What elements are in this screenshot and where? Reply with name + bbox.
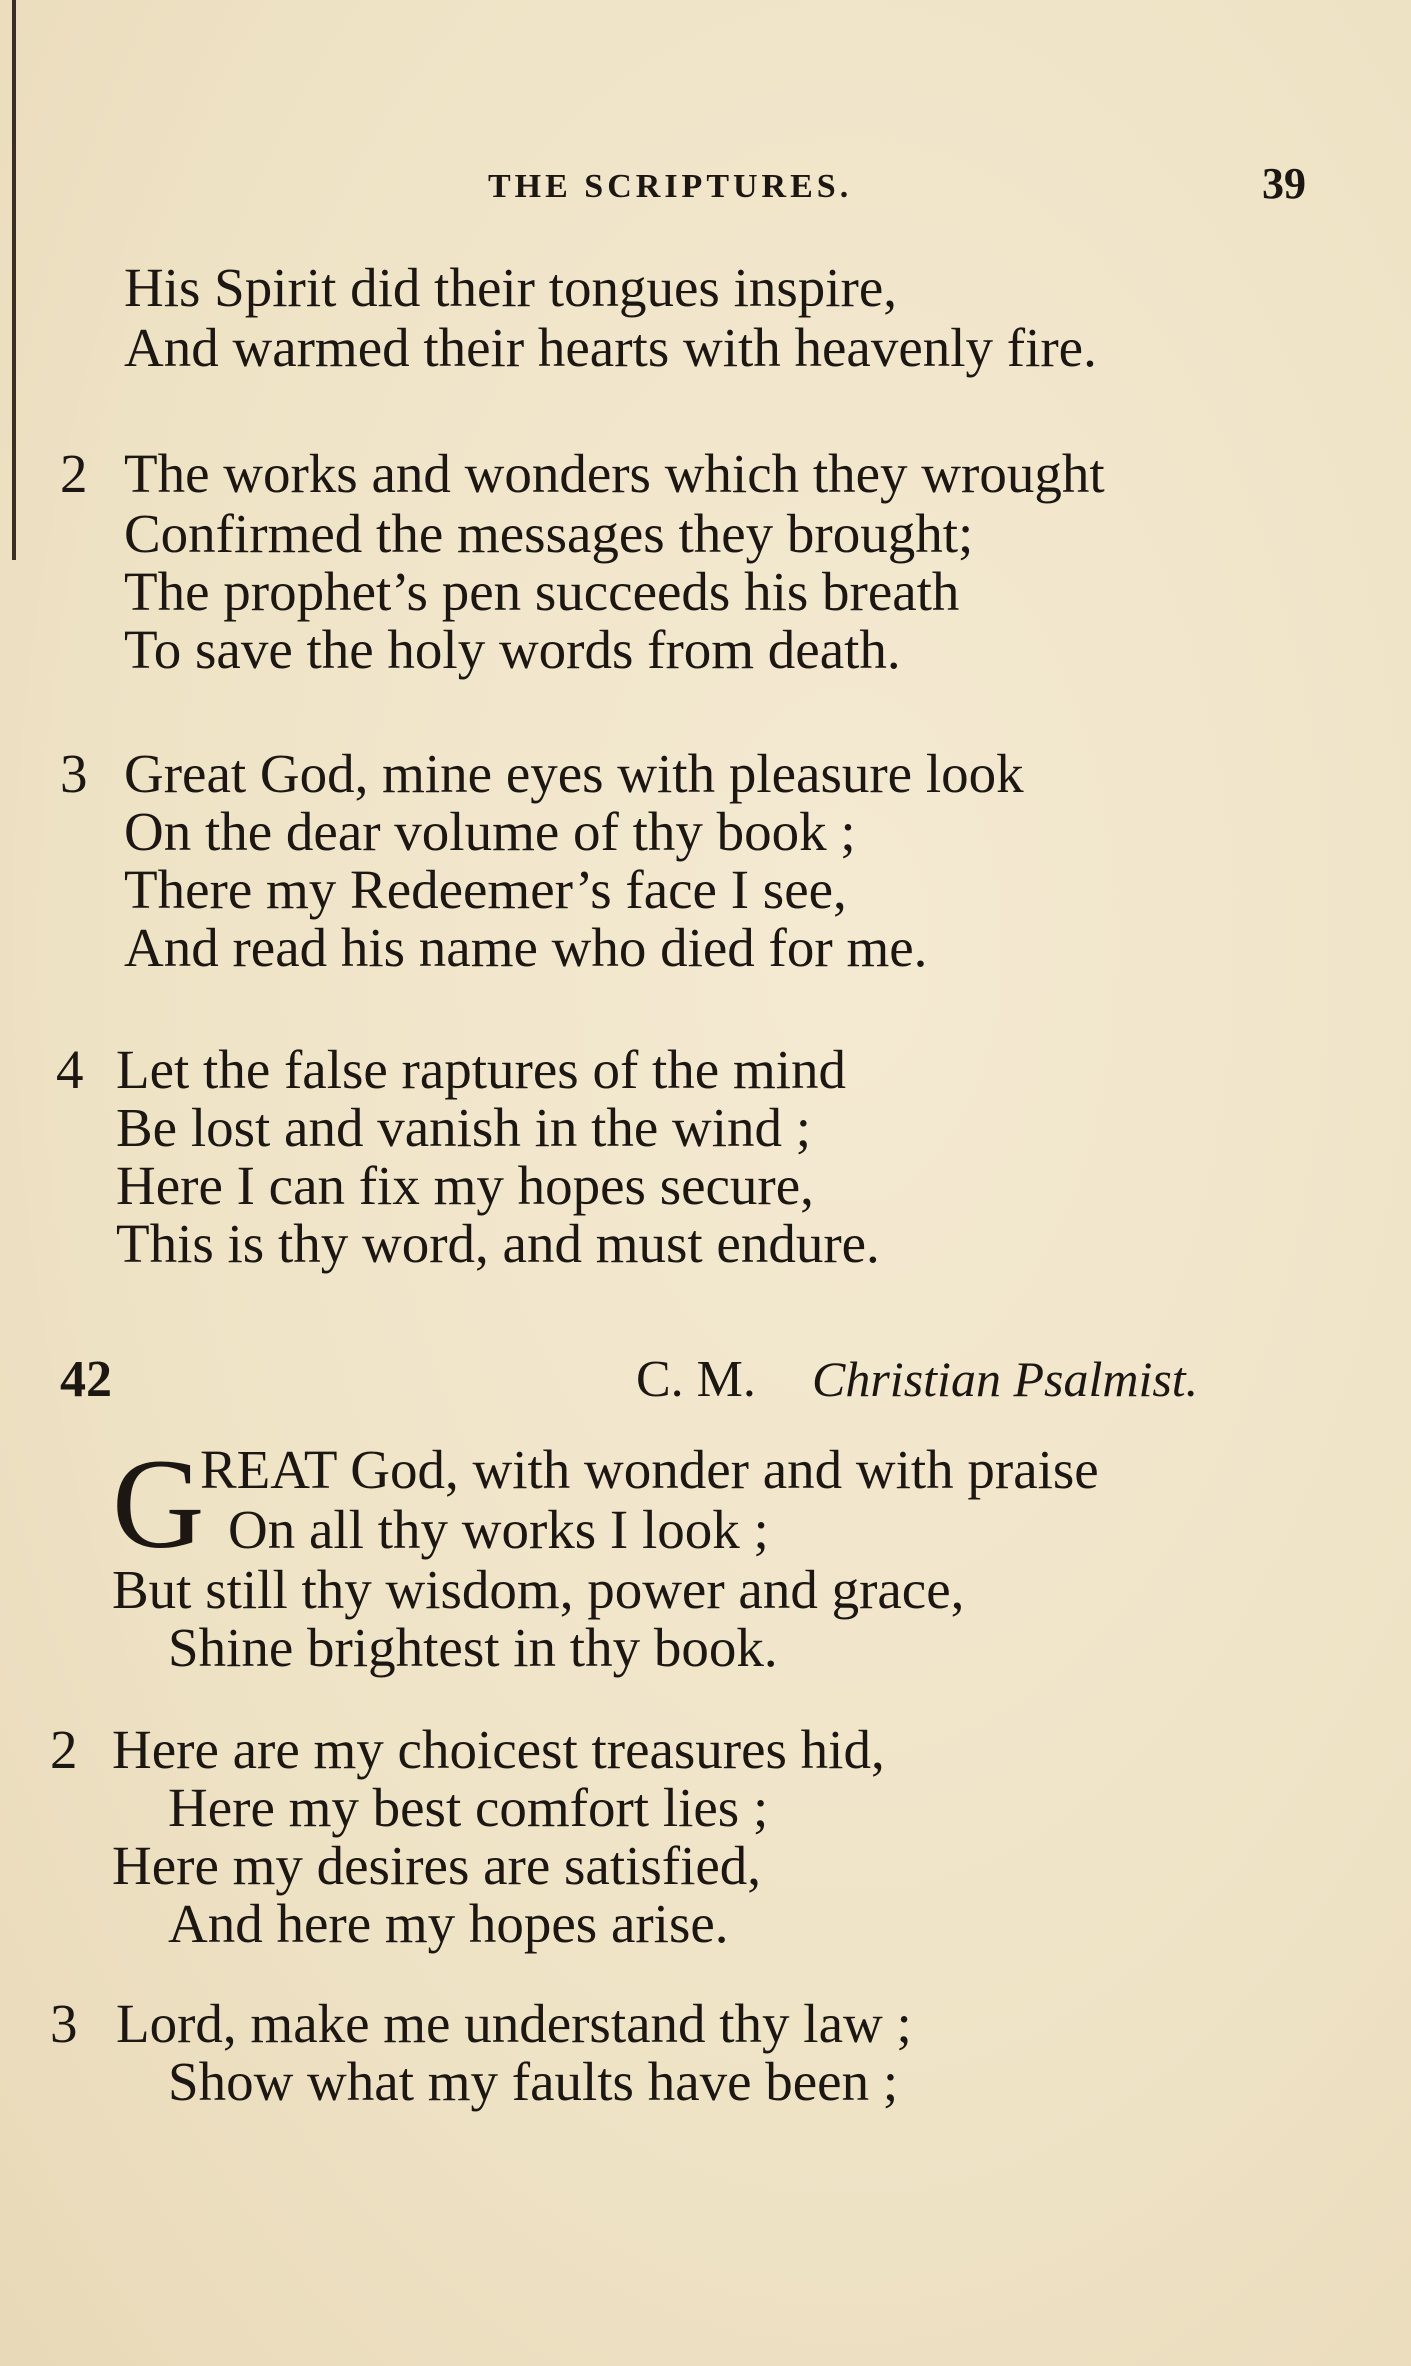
- stanza-number: 3: [60, 743, 88, 804]
- verse-line: Lord, make me understand thy law ;: [116, 1993, 912, 2054]
- verse-line: And here my hopes arise.: [168, 1893, 729, 1954]
- verse-line: And read his name who died for me.: [124, 917, 928, 978]
- drop-cap: G: [112, 1433, 205, 1575]
- verse-line: Here are my choicest treasures hid,: [112, 1719, 885, 1780]
- verse-line: His Spirit did their tongues inspire,: [124, 257, 898, 318]
- verse-line: Here I can fix my hopes secure,: [116, 1155, 814, 1216]
- page-number: 39: [1262, 159, 1306, 208]
- hymn-number: 42: [60, 1351, 112, 1408]
- verse-line: Be lost and vanish in the wind ;: [116, 1097, 812, 1158]
- stanza-number: 3: [50, 1993, 78, 2054]
- verse-line: Here my desires are satisfied,: [112, 1835, 762, 1896]
- verse-line: Here my best comfort lies ;: [168, 1777, 769, 1838]
- verse-line: There my Redeemer’s face I see,: [124, 859, 847, 920]
- verse-line: REAT God, with wonder and with praise: [200, 1439, 1099, 1500]
- verse-line: On the dear volume of thy book ;: [124, 801, 856, 862]
- stanza-number: 2: [50, 1719, 78, 1780]
- stanza-number: 2: [60, 443, 88, 504]
- stanza-number: 4: [56, 1039, 84, 1100]
- verse-line: On all thy works I look ;: [228, 1499, 769, 1560]
- verse-line: The prophet’s pen succeeds his breath: [124, 561, 960, 622]
- hymn-source: Christian Psalmist.: [812, 1351, 1199, 1407]
- page-binding-edge: [12, 0, 16, 560]
- verse-line: Shine brightest in thy book.: [168, 1617, 778, 1678]
- verse-line: Confirmed the messages they brought;: [124, 503, 974, 564]
- running-title: THE SCRIPTURES.: [488, 168, 853, 205]
- verse-line: Show what my faults have been ;: [168, 2051, 899, 2112]
- verse-line: Let the false raptures of the mind: [116, 1039, 847, 1100]
- verse-line: The works and wonders which they wrought: [124, 443, 1105, 504]
- hymn-meter: C. M.: [636, 1351, 756, 1408]
- verse-line: But still thy wisdom, power and grace,: [112, 1559, 965, 1620]
- verse-line: To save the holy words from death.: [124, 619, 901, 680]
- verse-line: Great God, mine eyes with pleasure look: [124, 743, 1024, 804]
- verse-line: This is thy word, and must endure.: [116, 1213, 880, 1274]
- verse-line: And warmed their hearts with heavenly fire.: [124, 317, 1097, 378]
